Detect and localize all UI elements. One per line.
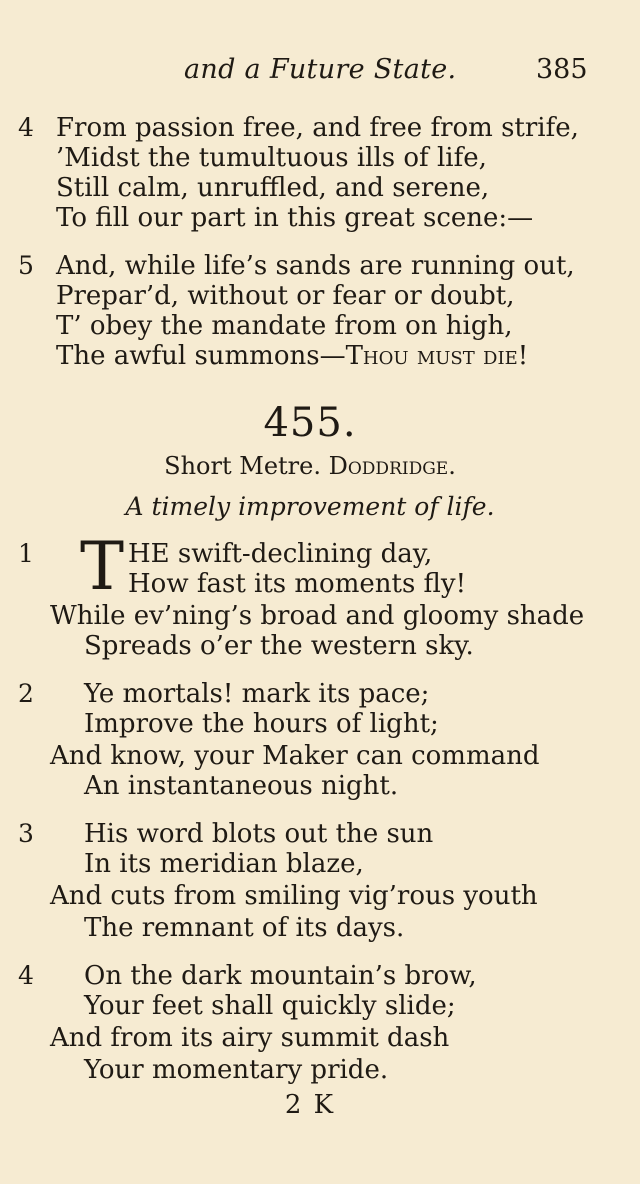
verse-line: And know, your Maker can command	[50, 741, 540, 771]
hymn-meta	[0, 452, 620, 480]
stanza-number: 2	[18, 679, 34, 708]
verse-line: Prepar’d, without or fear or doubt,	[56, 281, 515, 311]
verse-line: In its meridian blaze,	[84, 849, 364, 879]
hymn-title: A timely improvement of life.	[125, 492, 495, 521]
verse-line: Ye mortals! mark its pace;	[84, 679, 430, 709]
signature-mark: 2 K	[284, 1090, 336, 1120]
verse-line: And from its airy summit dash	[50, 1023, 450, 1053]
running-header-title: and a Future State.	[184, 54, 457, 85]
verse-line: An instantaneous night.	[84, 771, 399, 801]
verse-line: The remnant of its days.	[84, 913, 405, 943]
verse-line: T’ obey the mandate from on high,	[56, 311, 513, 341]
verse-line: How fast its moments fly!	[128, 569, 467, 599]
verse-line: On the dark mountain’s brow,	[84, 961, 477, 991]
hymn-number: 455.	[263, 400, 357, 446]
verse-line: Your feet shall quickly slide;	[84, 991, 456, 1021]
page-number: 385	[536, 54, 588, 85]
verse-line-text: The awful summons—	[56, 341, 346, 371]
emphasis-smallcaps: Thou must die	[345, 341, 518, 371]
stanza-number: 5	[18, 251, 34, 280]
verse-line: And cuts from smiling vig’rous youth	[50, 881, 538, 911]
hymn-author: Doddridge.	[328, 452, 456, 480]
verse-line: To fill our part in this great scene:—	[56, 203, 534, 233]
stanza-number: 3	[18, 819, 34, 848]
verse-line: HE swift-declining day,	[128, 539, 433, 569]
stanza-number: 4	[18, 961, 34, 990]
verse-line: His word blots out the sun	[84, 819, 434, 849]
verse-line: While ev’ning’s broad and gloomy shade	[50, 601, 585, 631]
stanza-number: 4	[18, 113, 34, 142]
closing-punctuation: !	[517, 341, 529, 371]
verse-line: Your momentary pride.	[84, 1055, 389, 1085]
verse-line: And, while life’s sands are running out,	[56, 251, 575, 281]
stanza-number: 1	[18, 539, 34, 568]
verse-line: From passion free, and free from strife,	[56, 113, 579, 143]
verse-line-closing	[56, 340, 528, 372]
drop-cap: T	[80, 528, 125, 605]
verse-line: Still calm, unruffled, and serene,	[56, 173, 490, 203]
verse-line: Improve the hours of light;	[84, 709, 439, 739]
verse-line: Spreads o’er the western sky.	[84, 631, 474, 661]
verse-line: ’Midst the tumultuous ills of life,	[56, 143, 487, 173]
hymn-meter: Short Metre.	[164, 452, 321, 480]
